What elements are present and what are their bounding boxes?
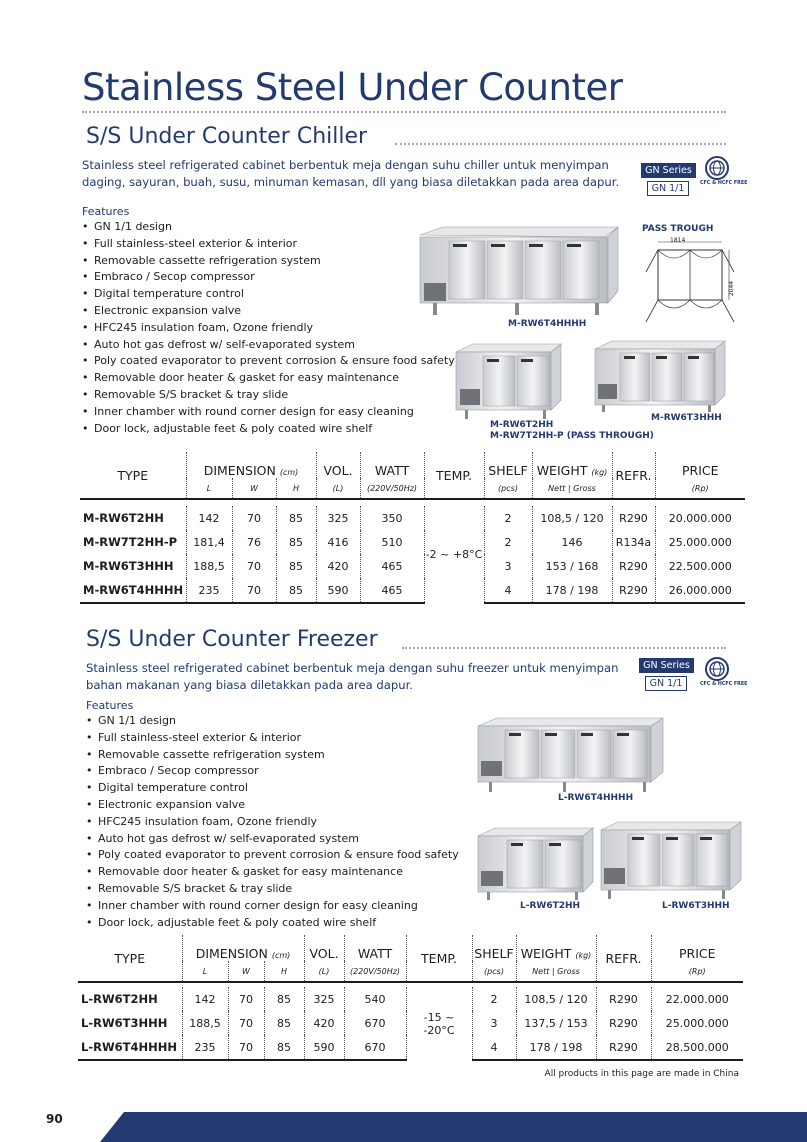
table-row: L-RW6T2HH 142 70 85 325 540 -15 ~ -20°C 2 108,5 / 120 R290 22.000.000: [78, 987, 743, 1011]
feature-item: • Door lock, adjustable feet & poly coated wire shelf: [82, 421, 455, 438]
feature-item: • Digital temperature control: [82, 286, 455, 303]
feature-item: • Inner chamber with round corner design for easy cleaning: [82, 404, 455, 421]
globe-icon: [705, 156, 729, 180]
image-label-l-rw6t4hhhh: L-RW6T4HHHH: [558, 793, 634, 803]
header-vol-unit: (L): [304, 961, 344, 982]
header-watt-unit: (220V/50Hz): [360, 478, 424, 499]
feature-item: • Poly coated evaporator to prevent corrosion & ensure food safety: [86, 847, 459, 864]
freezer-features-list: [86, 713, 459, 931]
feature-item: • Auto hot gas defrost w/ self-evaporated system: [86, 831, 459, 848]
feature-item: • Auto hot gas defrost w/ self-evaporated system: [82, 337, 455, 354]
chiller-temp-cell: -2 ~ +8°C: [424, 506, 484, 603]
feature-item: • HFC245 insulation foam, Ozone friendly: [82, 320, 455, 337]
feature-item: • Electronic expansion valve: [86, 797, 459, 814]
chiller-gn-badge: GN 1/1: [647, 181, 689, 196]
chiller-gn-series-badge: GN Series: [641, 163, 696, 178]
feature-item: • Electronic expansion valve: [82, 303, 455, 320]
header-weight-sub: Nett | Gross: [516, 961, 596, 982]
chiller-description: Stainless steel refrigerated cabinet berbentuk meja dengan suhu chiller untuk menyimpan daging, sayuran, buah, susu, minuman kemasan, dll yang biasa diletakkan pada area dapur.: [82, 158, 620, 189]
header-shelf: SHELF: [484, 452, 532, 478]
table-row: M-RW6T4HHHH 235 70 85 590 465 4 178 / 198 R290 26.000.000: [80, 578, 745, 603]
image-label-m-rw6t4hhhh: M-RW6T4HHHH: [508, 319, 587, 329]
header-shelf-unit: (pcs): [484, 478, 532, 499]
dim-width-label: 1814: [670, 237, 686, 244]
feature-item: • Removable cassette refrigeration system: [82, 253, 455, 270]
feature-item: • Full stainless-steel exterior & interior: [82, 236, 455, 253]
header-price-unit: (Rp): [655, 478, 745, 499]
header-vol-unit: (L): [316, 478, 360, 499]
table-row: L-RW6T4HHHH 235 70 85 590 670 4 178 / 198 R290 28.500.000: [78, 1035, 743, 1060]
header-dimension: DIMENSION (cm): [186, 452, 316, 478]
header-type: TYPE: [117, 467, 149, 483]
feature-item: • Digital temperature control: [86, 780, 459, 797]
image-label-m-rw6t3hhh: M-RW6T3HHH: [651, 413, 722, 423]
header-type: TYPE: [114, 950, 146, 966]
feature-item: • Door lock, adjustable feet & poly coated wire shelf: [86, 915, 459, 932]
header-l: L: [182, 961, 228, 982]
footer-bar: [100, 1112, 807, 1142]
freezer-3-door-image: [598, 820, 743, 900]
freezer-2-door-image: [475, 826, 595, 901]
header-vol: VOL.: [316, 452, 360, 478]
feature-item: • Removable S/S bracket & tray slide: [86, 881, 459, 898]
feature-item: • GN 1/1 design: [86, 713, 459, 730]
freezer-gn-badge: GN 1/1: [645, 676, 687, 691]
header-vol: VOL.: [304, 935, 344, 961]
table-row: M-RW7T2HH-P 181,4 76 85 416 510 2 146 R134a 25.000.000: [80, 530, 745, 554]
header-watt: WATT: [360, 452, 424, 478]
header-watt-unit: (220V/50Hz): [344, 961, 406, 982]
header-refr: REFR.: [596, 935, 651, 982]
freezer-4-door-image: [475, 716, 665, 794]
freezer-gn-series-badge: GN Series: [639, 658, 694, 673]
header-price: PRICE: [651, 935, 743, 961]
header-weight: WEIGHT (kg): [516, 935, 596, 961]
globe-icon: [705, 657, 729, 681]
header-h: H: [264, 961, 304, 982]
footnote: All products in this page are made in China: [544, 1069, 739, 1079]
freezer-description: Stainless steel refrigerated cabinet berbentuk meja dengan suhu freezer untuk menyimpan bahan makanan yang biasa diletakkan pada area dapur.: [86, 661, 619, 692]
page-title: Stainless Steel Under Counter: [82, 66, 623, 109]
header-weight-sub: Nett | Gross: [532, 478, 612, 499]
header-shelf: SHELF: [472, 935, 516, 961]
header-refr: REFR.: [612, 452, 655, 499]
feature-item: • Removable cassette refrigeration system: [86, 747, 459, 764]
chiller-section-title: S/S Under Counter Chiller: [86, 124, 373, 149]
feature-item: • Inner chamber with round corner design for easy cleaning: [86, 898, 459, 915]
freezer-title-rule: [402, 647, 726, 649]
freezer-spec-table: [78, 935, 743, 1061]
table-row: M-RW6T3HHH 188,5 70 85 420 465 3 153 / 168 R290 22.500.000: [80, 554, 745, 578]
image-label-m-rw6t2hh: M-RW6T2HH: [490, 420, 554, 430]
feature-item: • Embraco / Secop compressor: [82, 269, 455, 286]
chiller-title-rule: [395, 143, 726, 145]
freezer-features-heading: Features: [86, 699, 134, 712]
chiller-features-heading: Features: [82, 205, 130, 218]
feature-item: • Removable S/S bracket & tray slide: [82, 387, 455, 404]
page-number: 90: [46, 1112, 63, 1126]
header-temp: TEMP.: [406, 935, 472, 982]
chiller-cfc-free-logo: CFC & HCFC FREE: [704, 156, 730, 186]
table-row: L-RW6T3HHH 188,5 70 85 420 670 3 137,5 / 153 R290 25.000.000: [78, 1011, 743, 1035]
feature-item: • GN 1/1 design: [82, 219, 455, 236]
chiller-features-list: [82, 219, 455, 437]
pass-trough-label: PASS TROUGH: [642, 224, 714, 234]
header-shelf-unit: (pcs): [472, 961, 516, 982]
image-label-l-rw6t3hhh: L-RW6T3HHH: [662, 901, 730, 911]
header-dimension: DIMENSION (cm): [182, 935, 304, 961]
freezer-section-title: S/S Under Counter Freezer: [86, 627, 384, 652]
freezer-temp-cell: -15 ~ -20°C: [406, 987, 472, 1060]
feature-item: • Full stainless-steel exterior & interior: [86, 730, 459, 747]
dim-depth-label: 2044: [728, 280, 736, 297]
header-h: H: [276, 478, 316, 499]
freezer-cfc-free-logo: CFC & HCFC FREE: [704, 657, 730, 687]
header-price-unit: (Rp): [651, 961, 743, 982]
image-label-m-rw7t2hh-p: M-RW7T2HH-P (PASS THROUGH): [490, 431, 654, 441]
chiller-spec-table: [80, 452, 745, 604]
feature-item: • Poly coated evaporator to prevent corrosion & ensure food safety: [82, 353, 455, 370]
feature-item: • Embraco / Secop compressor: [86, 763, 459, 780]
header-price: PRICE: [655, 452, 745, 478]
feature-item: • HFC245 insulation foam, Ozone friendly: [86, 814, 459, 831]
feature-item: • Removable door heater & gasket for easy maintenance: [86, 864, 459, 881]
title-divider: [82, 111, 726, 113]
chiller-4-door-image: [415, 225, 620, 320]
header-temp: TEMP.: [424, 452, 484, 499]
header-w: W: [228, 961, 264, 982]
header-weight: WEIGHT (kg): [532, 452, 612, 478]
header-l: L: [186, 478, 232, 499]
image-label-l-rw6t2hh: L-RW6T2HH: [520, 901, 581, 911]
header-watt: WATT: [344, 935, 406, 961]
feature-item: • Removable door heater & gasket for easy maintenance: [82, 370, 455, 387]
pass-trough-diagram: [640, 236, 735, 331]
table-row: M-RW6T2HH 142 70 85 325 350 -2 ~ +8°C 2 108,5 / 120 R290 20.000.000: [80, 506, 745, 530]
chiller-2-door-image: [453, 342, 563, 420]
chiller-3-door-image: [592, 339, 727, 413]
header-w: W: [232, 478, 276, 499]
